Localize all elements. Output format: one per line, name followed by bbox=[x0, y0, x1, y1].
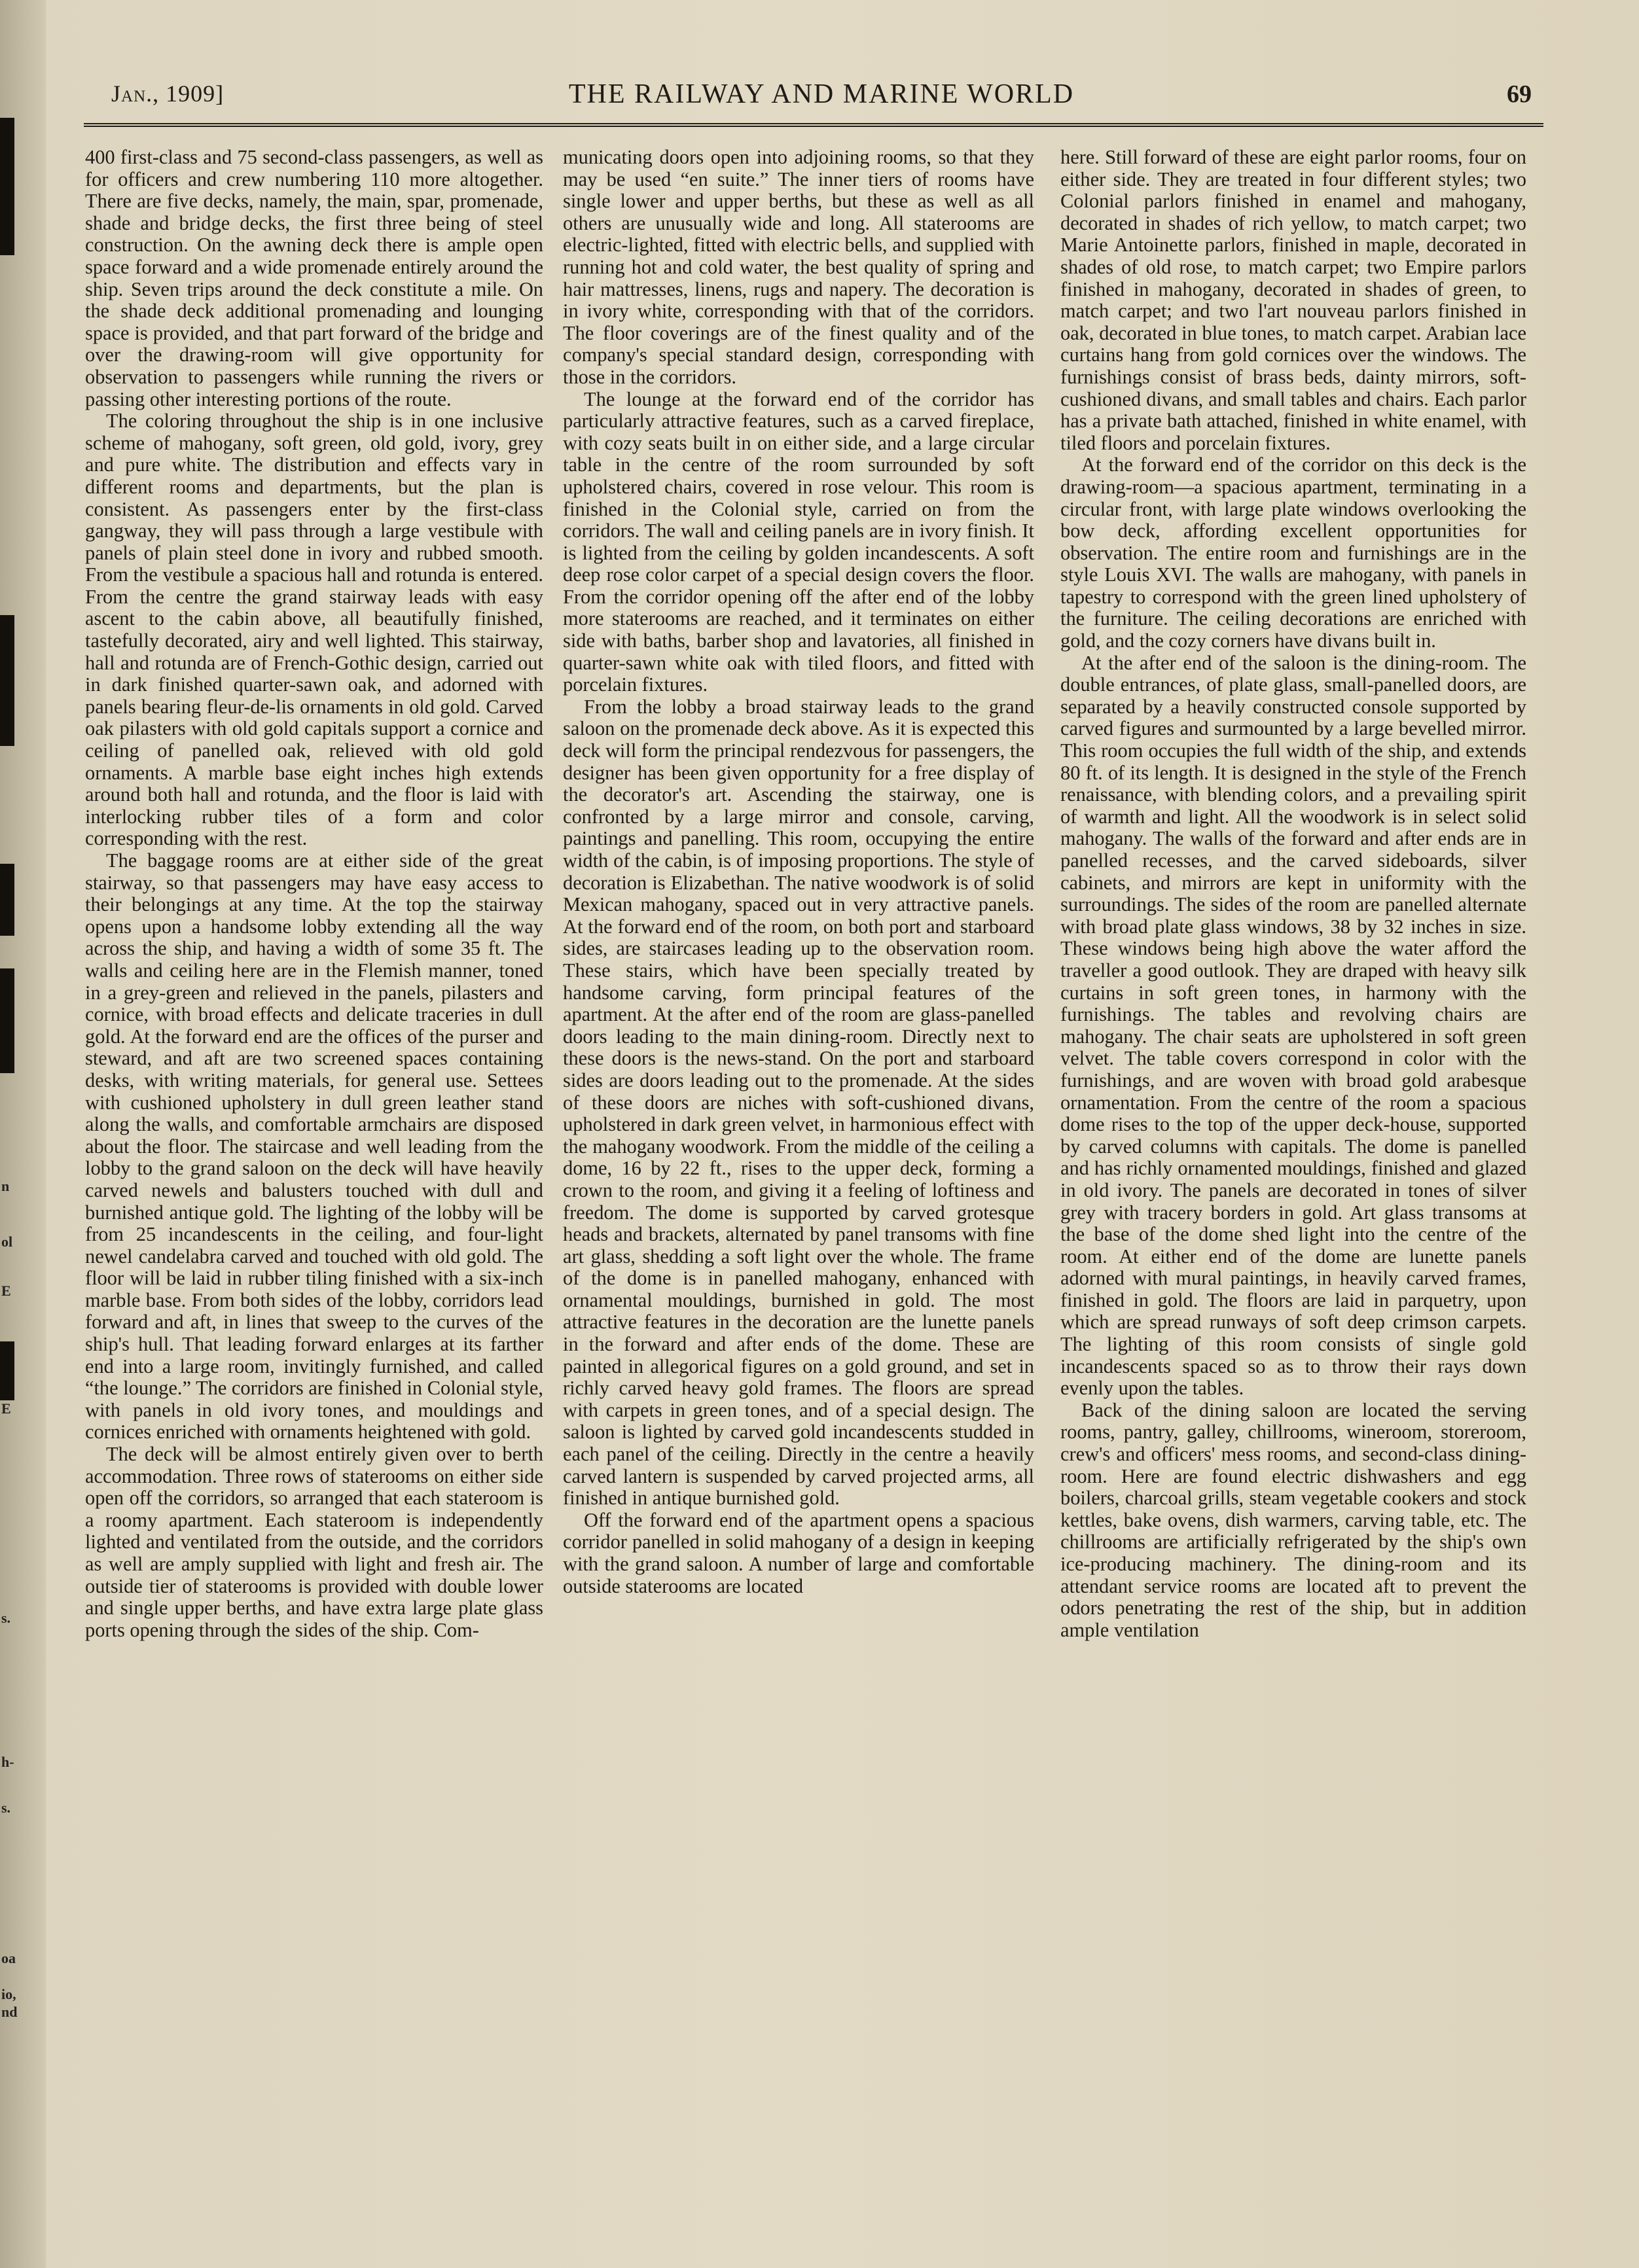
adjacent-page-bar bbox=[0, 864, 14, 936]
paragraph: At the after end of the saloon is the dining-room. The double entrances, of plate glass, small-panelled doors, are separated by a heavily constructed console supported by carved figures and surmounted by a large bevelled mirror. This room occupies the full width of the ship, and extends 80 ft. of its length. It is designed in the style of the French renaissance, with blending colors, and a prevailing spirit of warmth and light. All the woodwork is in select solid mahogany. The walls of the forward and after ends are in panelled recesses, and the carved sideboards, silver cabinets, and mirrors are kept in uniformity with the surroundings. The sides of the room are panelled alternate with broad plate glass windows, 38 by 32 inches in size. These windows being high above the water afford the traveller a good outlook. They are draped with heavy silk curtains in soft green tones, in harmony with the furnishings. The tables and revolving chairs are mahogany. The chair seats are upholstered in soft green velvet. The table covers correspond in color with the furnishings, and are woven with broad gold arabesque ornamentation. From the centre of the room a spacious dome rises to the top of the upper deck-house, supported by carved columns with capitals. The dome is panelled and has richly ornamented mouldings, finished and glazed in old ivory. The panels are decorated in tones of silver grey with tracery borders in gold. Art glass transoms at the base of the dome shed light into the centre of the room. At either end of the dome are lunette panels adorned with mural paintings, in heavily carved frames, finished in gold. The floors are laid in parquetry, upon which are spread runways of soft deep crimson carpets. The lighting of this room consists of single gold incandescents spaced so as to throw their rays down evenly upon the tables. bbox=[1060, 651, 1526, 1400]
gutter-fragment: oa bbox=[1, 1950, 16, 1966]
gutter-fragment: ol bbox=[1, 1233, 13, 1250]
running-header bbox=[111, 73, 1532, 119]
issue-date: Jan., 1909] bbox=[111, 80, 225, 107]
paragraph: municating doors open into adjoining rooms, so that they may be used “en suite.” The inner tiers of rooms have single lower and upper berths, but these as well as all others are unusually wide and long. All staterooms are electric-lighted, fitted with electric bells, and supplied with running hot and cold water, the best quality of spring and hair mattresses, linens, rugs and napery. The decoration is in ivory white, corresponding with that of the corridors. The floor coverings are of the finest quality and of the company's special standard design, corresponding with those in the corridors. bbox=[563, 147, 1034, 388]
text-column-3 bbox=[1060, 147, 1526, 2208]
text-column-1 bbox=[85, 147, 543, 2208]
adjacent-page-bar bbox=[0, 615, 14, 746]
gutter-fragment: s. bbox=[1, 1610, 11, 1626]
adjacent-page-bar bbox=[0, 118, 14, 255]
paragraph: Back of the dining saloon are located the serving rooms, pantry, galley, chillrooms, wineroom, storeroom, crew's and officers' mess rooms, and second-class dining-room. Here are found electric dishwashers and egg boilers, charcoal grills, steam vegetable cookers and stock kettles, bake ovens, dish warmers, carving table, etc. The chillrooms are artificially refrigerated by the ship's own ice-producing machinery. The dining-room and its attendant service rooms are located aft to prevent the odors penetrating the rest of the ship, but in addition ample ventilation bbox=[1060, 1398, 1526, 1641]
header-rule bbox=[84, 123, 1543, 127]
gutter-fragment: n bbox=[1, 1178, 10, 1194]
gutter-fragment: E bbox=[1, 1400, 11, 1417]
journal-title: THE RAILWAY AND MARINE WORLD bbox=[568, 79, 1075, 109]
paragraph: At the forward end of the corridor on this deck is the drawing-room—a spacious apartment, terminating in a circular front, with large plate windows overlooking the bow deck, affording excellent opportunities for observation. The entire room and furnishings are in the style Louis XVI. The walls are mahogany, with panels in tapestry to correspond with the green lined upholstery of the furniture. The ceiling decorations are enriched with gold, and the cozy corners have divans built in. bbox=[1060, 453, 1526, 652]
gutter-fragment: io, bbox=[1, 1986, 16, 2002]
adjacent-page-bar bbox=[0, 968, 14, 1073]
paragraph: 400 first-class and 75 second-class passengers, as well as for officers and crew numbering 110 more altogether. There are five decks, namely, the main, spar, promenade, shade and bridge decks, the first three being of steel construction. On the awning deck there is ample open space forward and a wide promenade entirely around the ship. Seven trips around the deck constitute a mile. On the shade deck additional promenading and lounging space is provided, and that part forward of the bridge and over the drawing-room will give opportunity for observation to passengers while running the rivers or passing other interesting portions of the route. bbox=[85, 147, 543, 410]
gutter-fragment: nd bbox=[1, 2004, 18, 2020]
paragraph: Off the forward end of the apartment opens a spacious corridor panelled in solid mahogany of a design in keeping with the grand saloon. A number of large and comfortable outside staterooms are located bbox=[563, 1508, 1034, 1597]
paragraph: The coloring throughout the ship is in one inclusive scheme of mahogany, soft green, old gold, ivory, grey and pure white. The distribution and effects vary in different rooms and departments, but the plan is consistent. As passengers enter by the first-class gangway, they will pass through a large vestibule with panels of plain steel done in ivory and rubbed smooth. From the vestibule a spacious hall and rotunda is entered. From the centre the grand stairway leads with easy ascent to the cabin above, all beautifully finished, tastefully decorated, airy and well lighted. This stairway, hall and rotunda are of French-Gothic design, carried out in dark finished quarter-sawn oak, and adorned with panels bearing fleur-de-lis ornaments in old gold. Carved oak pilasters with old gold capitals support a cornice and ceiling of panelled oak, relieved with old gold ornaments. A marble base eight inches high extends around both hall and rotunda, and the floor is laid with interlocking rubber tiles of a form and color corresponding with the rest. bbox=[85, 410, 543, 850]
adjacent-page-edge bbox=[0, 0, 46, 2268]
gutter-fragment: E bbox=[1, 1283, 11, 1299]
page-number: 69 bbox=[1507, 80, 1532, 108]
gutter-fragment: h- bbox=[1, 1754, 14, 1770]
paragraph: The baggage rooms are at either side of the great stairway, so that passengers may have easy access to their belongings at any time. At the top the stairway opens upon a handsome lobby extending all the way across the ship, and having a width of some 35 ft. The walls and ceiling here are in the Flemish manner, toned in a grey-green and relieved in the panels, pilasters and cornice, with broad effects and delicate traceries in dull gold. At the forward end are the offices of the purser and steward, and aft are two screened spaces containing desks, with writing materials, for general use. Settees with cushioned upholstery in dull green leather stand along the walls, and comfortable armchairs are disposed about the floor. The staircase and well leading from the lobby to the grand saloon on the deck will have heavily carved newels and balusters touched with dull and burnished antique gold. The lighting of the lobby will be from 25 incandescents in the ceiling, and four-light newel candelabra carved and touched with old gold. The floor will be laid in rubber tiling finished with a six-inch marble base. From both sides of the lobby, corridors lead forward and aft, in lines that sweep to the curves of the ship's hull. That leading forward enlarges at its farther end into a large room, invitingly furnished, and called “the lounge.” The corridors are finished in Colonial style, with panels in old ivory tones, and mouldings and cornices enriched with ornaments heightened with gold. bbox=[85, 849, 543, 1444]
paragraph: The lounge at the forward end of the corridor has particularly attractive features, such as a carved fireplace, with cozy seats built in on either side, and a large circular table in the centre of the room surrounded by soft upholstered chairs, covered in rose velour. This room is finished in the Colonial style, carried on from the corridors. The wall and ceiling panels are in ivory finish. It is lighted from the ceiling by golden incandescents. A soft deep rose color carpet of a special design covers the floor. From the corridor opening off the after end of the lobby more staterooms are reached, and it terminates on either side with baths, barber shop and lavatories, all finished in quarter-sawn white oak with tiled floors, and fitted with porcelain fixtures. bbox=[563, 387, 1034, 696]
paragraph: The deck will be almost entirely given over to berth accommodation. Three rows of staterooms on either side open off the corridors, so arranged that each stateroom is a roomy apartment. Each stateroom is independently lighted and ventilated from the outside, and the corridors as well are amply supplied with light and fresh air. The outside tier of staterooms is provided with double lower and single upper berths, and have extra large plate glass ports opening through the sides of the ship. Com- bbox=[85, 1443, 543, 1641]
text-column-2 bbox=[563, 147, 1034, 2208]
gutter-fragment: s. bbox=[1, 1799, 11, 1816]
adjacent-page-bar bbox=[0, 1341, 14, 1400]
paragraph: here. Still forward of these are eight parlor rooms, four on either side. They are treated in four different styles; two Colonial parlors finished in enamel and mahogany, decorated in shades of rich yellow, to match carpet; two Marie Antoinette parlors, finished in maple, decorated in shades of old rose, to match carpet; two Empire parlors finished in mahogany, decorated in shades of green, to match carpet; and two l'art nouveau parlors finished in oak, decorated in blue tones, to match carpet. Arabian lace curtains hang from gold cornices over the windows. The furnishings consist of brass beds, dainty mirrors, soft-cushioned divans, and small tables and chairs. Each parlor has a private bath attached, finished in white enamel, with tiled floors and porcelain fixtures. bbox=[1060, 147, 1526, 454]
paragraph: From the lobby a broad stairway leads to the grand saloon on the promenade deck above. As it is expected this deck will form the principal rendezvous for passengers, the designer has been given opportunity for a free display of the decorator's art. Ascending the stairway, one is confronted by a large mirror and console, carving, paintings and panelling. This room, occupying the entire width of the cabin, is of imposing proportions. The style of decoration is Elizabethan. The native woodwork is of solid Mexican mahogany, spaced out in very attractive panels. At the forward end of the room, on both port and starboard sides, are staircases leading up to the observation room. These stairs, which have been specially treated by handsome carving, form principal features of the apartment. At the after end of the room are glass-panelled doors leading to the main dining-room. Directly next to these doors is the news-stand. On the port and starboard sides are doors leading out to the promenade. At the sides of these doors are niches with soft-cushioned divans, upholstered in dark green velvet, in harmonious effect with the mahogany woodwork. From the middle of the ceiling a dome, 16 by 22 ft., rises to the upper deck, forming a crown to the room, and giving it a feeling of loftiness and freedom. The dome is supported by carved grotesque heads and brackets, alternated by panel transoms with fine art glass, shedding a soft light over the whole. The frame of the dome is in panelled mahogany, enhanced with ornamental mouldings, burnished in gold. The most attractive features in the decoration are the lunette panels in the forward and after ends of the dome. These are painted in allegorical figures on a gold ground, and set in richly carved heavy gold frames. The floors are spread with carpets in green tones, and of a special design. The saloon is lighted by carved gold incandescents studded in each panel of the ceiling. Directly in the centre a heavily carved lantern is suspended by carved projected arms, all finished in antique burnished gold. bbox=[563, 695, 1034, 1510]
